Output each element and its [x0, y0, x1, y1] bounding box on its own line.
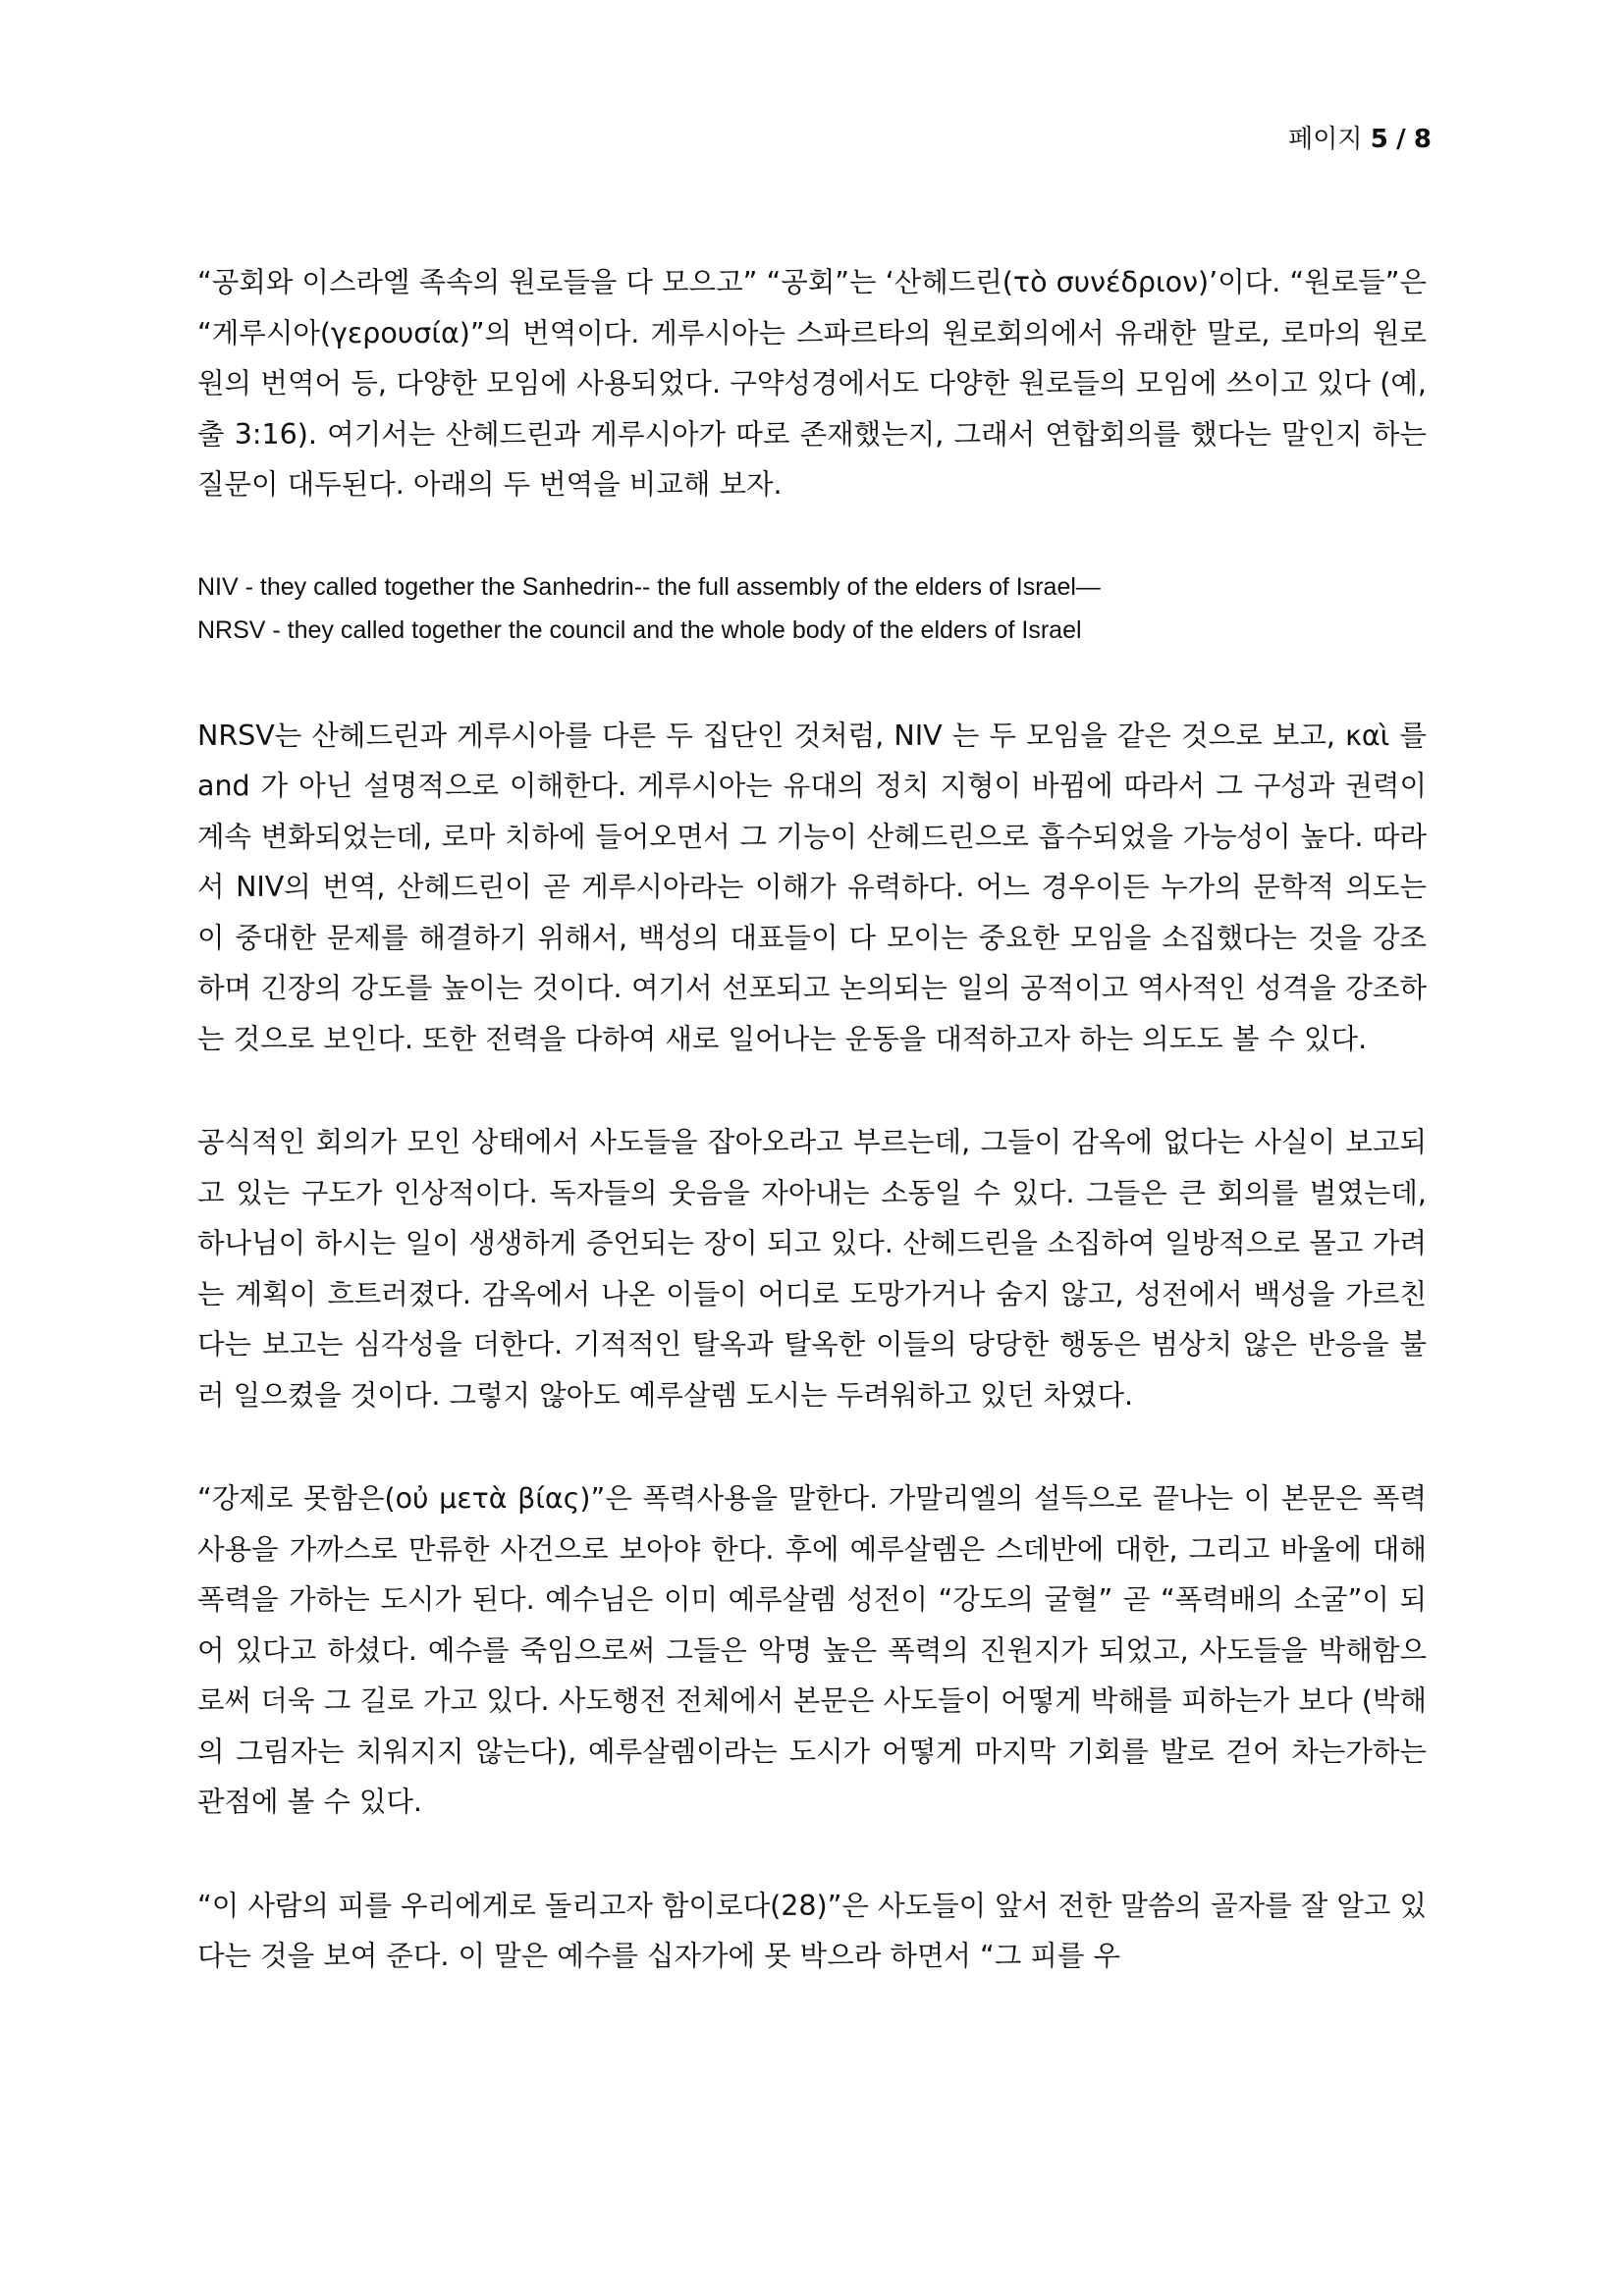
page-separator: / — [1396, 125, 1406, 154]
page-label: 페이지 — [1288, 125, 1363, 154]
paragraph-violence: “강제로 못함은(οὐ μετὰ βίας)”은 폭력사용을 말한다. 가말리엘의 설득으로 끝나는 이 본문은 폭력 사용을 가까스로 만류한 사건으로 보아야 한다. 후에 예루살렘은 스데반에 대한, 그리고 바울에 대해 폭력을 가하는 도시가 된다. 예수님은 이미 예루살렘 성전이 “강도의 굴혈” 곧 “폭력배의 소굴”이 되어 있다고 하셨다. 예수를 죽임으로써 그들은 악명 높은 폭력의 진원지가 되었고, 사도들을 박해함으로써 더욱 그 길로 가고 있다. 사도행전 전체에서 본문은 사도들이 어떻게 박해를 피하는가 보다 (박해의 그림자는 치워지지 않는다), 예루살렘이라는 도시가 어떻게 마지막 기회를 발로 걷어 차는가하는 관점에 볼 수 있다. — [197, 1482, 1427, 1818]
paragraph-blood: “이 사람의 피를 우리에게로 돌리고자 함이로다(28)”은 사도들이 앞서 전한 말씀의 골자를 잘 알고 있다는 것을 보여 준다. 이 말은 예수를 십자가에 못 박으라 하면서 “그 피를 우 — [197, 1889, 1427, 1972]
niv-quote: NIV - they called together the Sanhedrin-- the full assembly of the elders of Israel— — [197, 572, 1101, 601]
nrsv-quote: NRSV - they called together the council and the whole body of the elders of Israel — [197, 615, 1082, 644]
paragraph-council-scene: 공식적인 회의가 모인 상태에서 사도들을 잡아오라고 부르는데, 그들이 감옥에 없다는 사실이 보고되고 있는 구도가 인상적이다. 독자들의 웃음을 자아내는 소동일 수 있다. 그들은 큰 회의를 벌였는데, 하나님이 하시는 일이 생생하게 증언되는 장이 되고 있다. 산헤드린을 소집하여 일방적으로 몰고 가려는 계획이 흐트러졌다. 감옥에서 나온 이들이 어디로 도망가거나 숨지 않고, 성전에서 백성을 가르친다는 보고는 심각성을 더한다. 기적적인 탈옥과 탈옥한 이들의 당당한 행동은 범상치 않은 반응을 불러 일으켰을 것이다. 그렇지 않아도 예루살렘 도시는 두려워하고 있던 차였다. — [197, 1126, 1427, 1412]
current-page: 5 — [1370, 125, 1388, 154]
page-number — [1288, 122, 1432, 157]
paragraph-translation-analysis: NRSV는 산헤드린과 게루시아를 다른 두 집단인 것처럼, NIV 는 두 모임을 같은 것으로 보고, καὶ 를 and 가 아닌 설명적으로 이해한다. 게루시아는 유대의 정치 지형이 바뀜에 따라서 그 구성과 권력이 계속 변화되었는데, 로마 치하에 들어오면서 그 기능이 산헤드린으로 흡수되었을 가능성이 높다. 따라서 NIV의 번역, 산헤드린이 곧 게루시아라는 이해가 유력하다. 어느 경우이든 누가의 문학적 의도는 이 중대한 문제를 해결하기 위해서, 백성의 대표들이 다 모이는 중요한 모임을 소집했다는 것을 강조하며 긴장의 강도를 높이는 것이다. 여기서 선포되고 논의되는 일의 공적이고 역사적인 성격을 강조하는 것으로 보인다. 또한 전력을 다하여 새로 일어나는 운동을 대적하고자 하는 의도도 볼 수 있다. — [197, 719, 1427, 1055]
paragraph-sanhedrin-gerousia: “공회와 이스라엘 족속의 원로들을 다 모으고” “공회”는 ‘산헤드린(τὸ συνέδριον)’이다. “원로들”은 “게루시아(γερουσία)”의 번역이다. 게루시아는 스파르타의 원로회의에서 유래한 말로, 로마의 원로원의 번역어 등, 다양한 모임에 사용되었다. 구약성경에서도 다양한 원로들의 모임에 쓰이고 있다 (예, 출 3:16). 여기서는 산헤드린과 게루시아가 따로 존재했는지, 그래서 연합회의를 했다는 말인지 하는 질문이 대두된다. 아래의 두 번역을 비교해 보자. — [197, 266, 1428, 501]
document-body — [197, 257, 1427, 1982]
total-pages: 8 — [1413, 125, 1432, 154]
translation-comparison — [197, 565, 1427, 652]
